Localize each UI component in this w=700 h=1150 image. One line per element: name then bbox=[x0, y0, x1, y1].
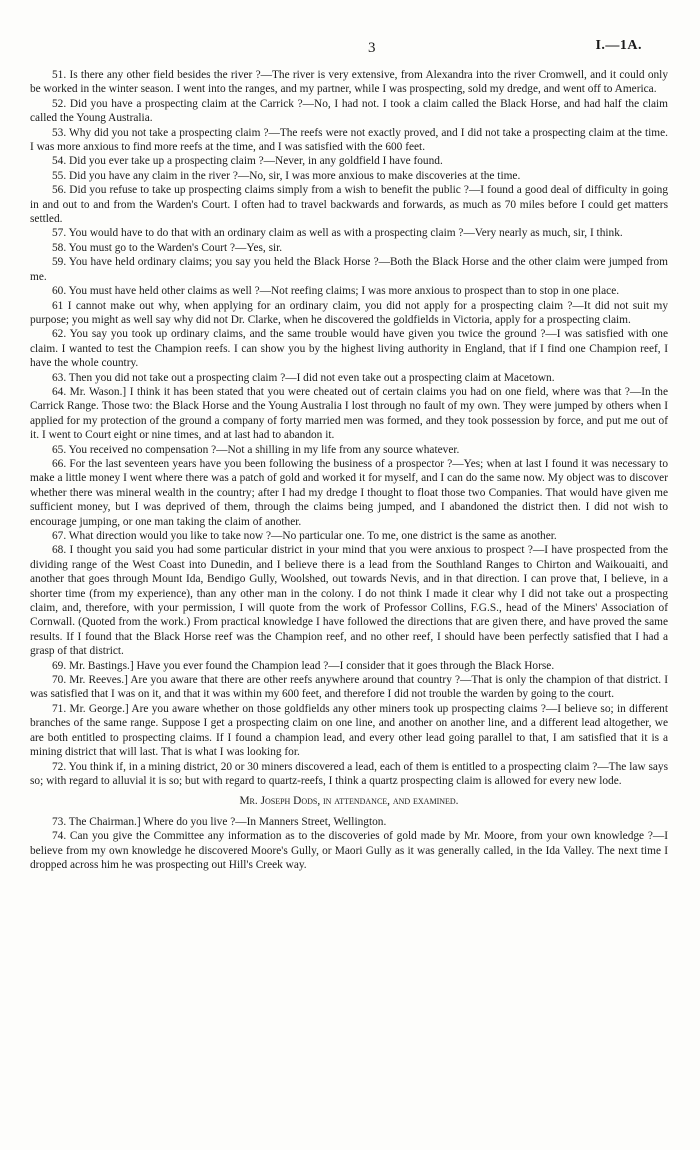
paragraph-73: 73. The Chairman.] Where do you live ?—In Manners Street, Wellington. bbox=[52, 815, 387, 828]
page-header bbox=[30, 0, 670, 56]
paragraph-61: 61 I cannot make out why, when applying for an ordinary claim, you did not apply for a prospecting claim ?—It did not suit my purpose; you might as well say why did not Dr. Clarke, when he discovered the goldfields in Victoria, apply for a prospecting claim. bbox=[30, 299, 668, 326]
paragraph-59: 59. You have held ordinary claims; you say you held the Black Horse ?—Both the Black Horse and the other claim were jumped from me. bbox=[30, 256, 668, 283]
paragraph-71: 71. Mr. George.] Are you aware whether on those goldfields any other miners took up prospecting claims ?—I believe so; in different branches of the same range. Suppose I get a prospecting claim on one line, and another on another line, and a different lead altogether, we are both entitled to prospecting claims. If I found a champion lead, and every other lead going parallel to that, I am satisfied that it is a mining district that will last. That is what I was looking for. bbox=[30, 702, 668, 759]
paragraph-65: 65. You received no compensation ?—Not a shilling in my life from any source whatever. bbox=[52, 443, 460, 456]
witness-heading: Mr. Joseph Dods, in attendance, and examined. bbox=[239, 795, 459, 808]
paragraph-55: 55. Did you have any claim in the river ?—No, sir, I was more anxious to make discoveries at the time. bbox=[52, 169, 521, 182]
paragraph-56: 56. Did you refuse to take up prospecting claims simply from a wish to benefit the public ?—I found a good deal of difficulty in going in and out to and from the Warden's Court. I often had to travel backwards and forwards, as much as 70 miles before I could get matters settled. bbox=[30, 184, 668, 226]
paragraph-53: 53. Why did you not take a prospecting claim ?—The reefs were not exactly proved, and I did not take a prospecting claim at the time. I was more anxious to find more reefs at the time, and I was satisfied with the 600 feet. bbox=[30, 126, 668, 154]
page-number: 3 bbox=[368, 40, 376, 56]
paragraph-52: 52. Did you have a prospecting claim at the Carrick ?—No, I had not. I took a claim called the Black Horse, and had half the claim called the Young Australia. bbox=[30, 97, 668, 125]
document-body bbox=[30, 68, 668, 872]
paragraph-70: 70. Mr. Reeves.] Are you aware that there are other reefs anywhere around that country ?—That is only the champion of that district. I was satisfied that I was on it, and that it was within my 600 feet, and therefore I did not trouble the warden by going to the court. bbox=[30, 674, 668, 701]
paragraph-66: 66. For the last seventeen years have you been following the business of a prospector ?—Yes; when at last I found it was necessary to make a little money I went where there was a patch of gold and worked it for myself, and I can do the same now. My object was to discover whether there was mineral wealth in the country; after I had my dredge I thought to float those two Companies. That would have given me sufficient money, but I was deprived of them, through the claims being jumped, and I abandoned the district then. I did not wish to encourage jumping, or one man taking the claim of another. bbox=[30, 457, 668, 528]
paragraph-60: 60. You must have held other claims as well ?—Not reefing claims; I was more anxious to prospect than to stop in one place. bbox=[52, 285, 620, 298]
paragraph-72: 72. You think if, in a mining district, 20 or 30 miners discovered a lead, each of them is entitled to a prospecting claim ?—The law says so; with regard to alluvial it is so; but with regard to quartz-reefs, I think a quartz prospecting claim is allowed for every new lode. bbox=[30, 760, 668, 787]
paragraph-58: 58. You must go to the Warden's Court ?—Yes, sir. bbox=[52, 241, 283, 254]
paragraph-62: 62. You say you took up ordinary claims, and the same trouble would have given you twice the ground ?—I was satisfied with one claim. I wanted to test the Champion reefs. I can show you by the highest living authority in England, that if I find one Champion reef, I have the whole country. bbox=[30, 328, 668, 370]
paragraph-74: 74. Can you give the Committee any information as to the discoveries of gold made by Mr. Moore, from your own knowledge ?—I believe from my own knowledge he discovered Moore's Gully, or Maori Gully as it was generally called, in the Ida Valley. The next time I dropped across him he was prospecting out Hill's Creek way. bbox=[30, 830, 668, 871]
paragraph-67: 67. What direction would you like to take now ?—No particular one. To me, one district is the same as another. bbox=[52, 530, 557, 542]
document-reference: I.—1A. bbox=[595, 38, 642, 53]
paragraph-54: 54. Did you ever take up a prospecting claim ?—Never, in any goldfield I have found. bbox=[52, 155, 443, 168]
paragraph-63: 63. Then you did not take out a prospecting claim ?—I did not even take out a prospecting claim at Macetown. bbox=[52, 371, 555, 384]
paragraph-68: 68. I thought you said you had some particular district in your mind that you were anxious to prospect ?—I have prospected from the dividing range of the West Coast into Dunedin, and I believe there is a lead from the Southland Ranges to Chirton and Waikouaiti, and another that goes through Mount Ida, Bendigo Gully, Woolshed, out towards Nevis, and in that direction. I can prove that, I believe, in a shorter time (from my experience), than any other man in the colony. I do not think I made it clear why I did not take out a prospecting claim, and, therefore, with your permission, I will quote from the work of Professor Collins, F.G.S., head of the Miners' Association of Cornwall. (Quoted from the work.) From practical knowledge I have followed the directions that are given there, and have proved the same results. If I found that the Black Horse reef was the Champion reef, and no other reef, I should have been perfectly satisfied that I had a grasp of that district. bbox=[30, 544, 668, 658]
paragraph-57: 57. You would have to do that with an ordinary claim as well as with a prospecting claim ?—Very nearly as much, sir, I think. bbox=[52, 227, 623, 240]
paragraph-51: 51. Is there any other field besides the river ?—The river is very extensive, from Alexandra into the river Cromwell, and it could only be worked in the winter season. I went into the ranges, and my partner, while I was prospecting, sold my dredge, and went off to America. bbox=[30, 69, 668, 96]
paragraph-69: 69. Mr. Bastings.] Have you ever found the Champion lead ?—I consider that it goes through the Black Horse. bbox=[52, 659, 555, 672]
paragraph-64: 64. Mr. Wason.] I think it has been stated that you were cheated out of certain claims you had on one field, where was that ?—In the Carrick Range. Those two: the Black Horse and the Young Australia I lost through no fault of my own. They were jumped by others when I applied for my protection of the ground a company of forty married men was formed, and they took possession by force, and put me out of it. I went to Court eight or nine times, and at last had to abandon it. bbox=[30, 385, 668, 442]
